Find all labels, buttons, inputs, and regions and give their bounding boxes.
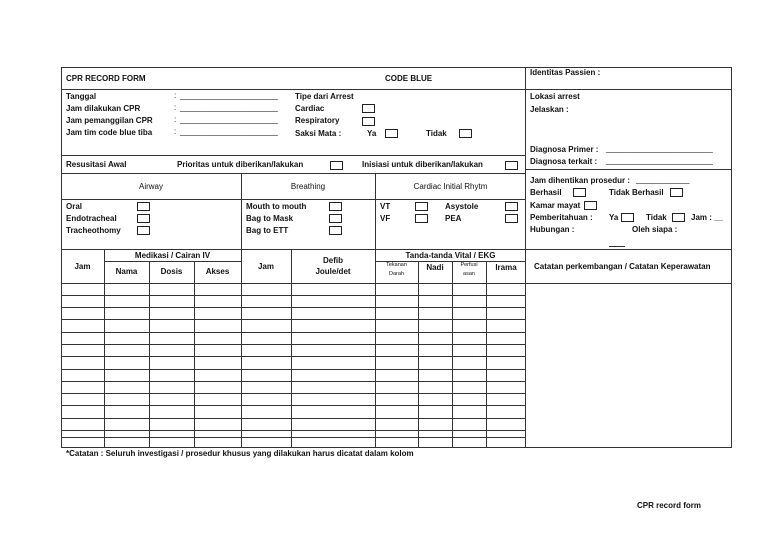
th-catatan: Catatan perkembangan / Catatan Keperawatan [534,262,711,271]
table-col-line [149,261,150,448]
cardiac-vf-checkbox[interactable] [415,214,428,223]
witness-tidak-checkbox[interactable] [459,129,472,138]
catatan-header-line [526,283,732,284]
jam-tim-field[interactable]: ______________________ [180,127,278,136]
jam-panggil-field[interactable]: ______________________ [180,115,278,124]
cardiac-pea-label: PEA [445,214,462,223]
lokasi-label: Lokasi arrest [530,92,580,101]
hubungan-label: Hubungan : [530,225,575,234]
diag-terkait-field[interactable]: ________________________ [606,156,713,165]
table-col-line [194,261,195,448]
cardiac-asystole-checkbox[interactable] [505,202,518,211]
table-row-line [61,430,526,431]
th-jam: Jam [74,262,91,271]
right-divider-line [526,169,732,170]
footer-label: CPR record form [637,501,702,510]
cardiac-label: Cardiac [295,104,325,113]
breathing-item: Bag to ETT [246,226,289,235]
breathing-item: Bag to Mask [246,214,294,223]
footnote: *Catatan : Seluruh investigasi / prosedur khusus yang dilakukan harus dicatat dalam kolom [66,449,414,458]
colon: : [174,127,177,136]
form-title: CPR RECORD FORM [66,74,146,83]
patient-id-label: Identitas Passien : [530,68,601,77]
airway-item: Endotracheal [66,214,117,223]
colon: : [174,103,177,112]
table-col-line [104,249,105,448]
table-row-line [61,418,526,419]
airway-endotracheal-checkbox[interactable] [137,214,150,223]
kamar-mayat-checkbox[interactable] [584,201,597,210]
respiratory-checkbox[interactable] [362,117,375,126]
pemberitahuan-tidak-checkbox[interactable] [672,213,685,222]
airway-tracheothomy-checkbox[interactable] [137,226,150,235]
hubungan-underline [609,246,625,247]
witness-label: Saksi Mata : [295,129,342,138]
airway-oral-checkbox[interactable] [137,202,150,211]
cardiac-asystole-label: Asystole [445,202,479,211]
th-nadi: Nadi [426,263,444,272]
label-jam-cpr: Jam dilakukan CPR [66,104,141,113]
table-row-line [61,369,526,370]
table-row-line [61,437,526,438]
kamar-mayat-label: Kamar mayat [530,201,581,210]
border-left [61,67,62,448]
pemberitahuan-jam-label[interactable]: Jam : __ [691,213,724,222]
cardiac-pea-checkbox[interactable] [505,214,518,223]
breathing-header: Breathing [290,182,326,191]
jelaskan-label: Jelaskan : [530,105,569,114]
pemberitahuan-ya-checkbox[interactable] [621,213,634,222]
th-irama: Irama [495,263,517,272]
border-right [731,67,732,448]
diag-primer-field[interactable]: ________________________ [606,144,713,153]
table-row-line [61,319,526,320]
jam-henti-field[interactable]: ____________ [636,175,690,184]
resus-bottom-line [61,173,526,174]
table-row-line [61,393,526,394]
header-bottom-line [61,89,526,90]
th-joule: Joule/det [315,267,351,276]
label-tanggal: Tanggal [66,92,97,101]
table-col-line [291,249,292,448]
border-top [61,67,732,68]
prioritas-checkbox[interactable] [330,161,343,170]
witness-tidak-label: Tidak [426,129,447,138]
tanggal-field[interactable]: ______________________ [180,91,278,100]
berhasil-label: Berhasil [530,188,562,197]
table-col-line [418,261,419,448]
code-title: CODE BLUE [385,74,433,83]
pemberitahuan-label: Pemberitahuan : [530,213,593,222]
th-dosis: Dosis [160,267,183,276]
oleh-siapa-label: Oleh siapa : [632,225,678,234]
th-tekanan-2: Darah [389,271,404,277]
table-row-line [61,381,526,382]
resus-awal-label: Resusitasi Awal [66,160,127,169]
colon: : [174,91,177,100]
table-row-line [61,307,526,308]
berhasil-checkbox[interactable] [573,188,586,197]
inisiasi-checkbox[interactable] [505,161,518,170]
table-row-line [61,295,526,296]
col-divider-breathing [241,173,242,448]
label-jam-tim: Jam tim code blue tiba [66,128,153,137]
table-row-line [61,344,526,345]
jam-cpr-field[interactable]: ______________________ [180,103,278,112]
th-jam2: Jam [257,262,274,271]
breathing-mask-checkbox[interactable] [329,214,342,223]
th-nama: Nama [115,267,138,276]
pemberitahuan-tidak-label: Tidak [646,213,667,222]
th-akses: Akses [205,267,230,276]
table-col-line [486,261,487,448]
table-row-line [61,405,526,406]
table-row-line [61,356,526,357]
tidak-berhasil-checkbox[interactable] [670,188,683,197]
colon: : [174,115,177,124]
cardiac-vf-label: VF [380,214,391,223]
airway-header: Airway [138,182,163,191]
witness-ya-checkbox[interactable] [385,129,398,138]
th-defib: Defib [323,256,343,265]
prioritas-label: Prioritas untuk diberikan/lakukan [177,160,304,169]
airway-item: Tracheothomy [66,226,121,235]
table-top-line [61,249,732,250]
th-medikasi: Medikasi / Cairan IV [134,251,211,260]
th-tekanan: Tekanan [386,262,407,268]
col-divider-cardiac [375,173,376,448]
medikasi-sub-line [104,261,241,262]
breathing-mouth-checkbox[interactable] [329,202,342,211]
cardiac-vt-label: VT [380,202,391,211]
th-vital: Tanda-tanda Vital / EKG [405,251,496,260]
airway-item: Oral [66,202,83,211]
label-jam-panggil: Jam pemanggilan CPR [66,116,153,125]
jam-henti-label: Jam dihentikan prosedur : [530,176,631,185]
tidak-berhasil-label: Tidak Berhasil [609,188,664,197]
th-perfusi: Perfusi [460,262,478,268]
inisiasi-label: Inisiasi untuk diberikan/lakukan [362,160,483,169]
breathing-ett-checkbox[interactable] [329,226,342,235]
table-row-line [61,283,526,284]
diag-primer-label: Diagnosa Primer : [530,145,599,154]
breathing-item: Mouth to mouth [246,202,307,211]
border-bottom [61,447,732,448]
diag-terkait-label: Diagnosa terkait : [530,157,598,166]
arrest-type-label: Tipe dari Arrest [295,92,354,101]
cardiac-header: Cardiac Initial Rhytm [413,182,488,191]
th-perfusi-2: asan [463,271,475,277]
patient-id-line [526,89,732,90]
respiratory-label: Respiratory [295,116,340,125]
table-col-line [452,261,453,448]
witness-ya-label: Ya [367,129,377,138]
table-row-line [61,332,526,333]
cardiac-vt-checkbox[interactable] [415,202,428,211]
section-header-line [61,199,526,200]
resus-top-line [61,155,526,156]
pemberitahuan-ya-label: Ya [609,213,619,222]
cardiac-checkbox[interactable] [362,104,375,113]
